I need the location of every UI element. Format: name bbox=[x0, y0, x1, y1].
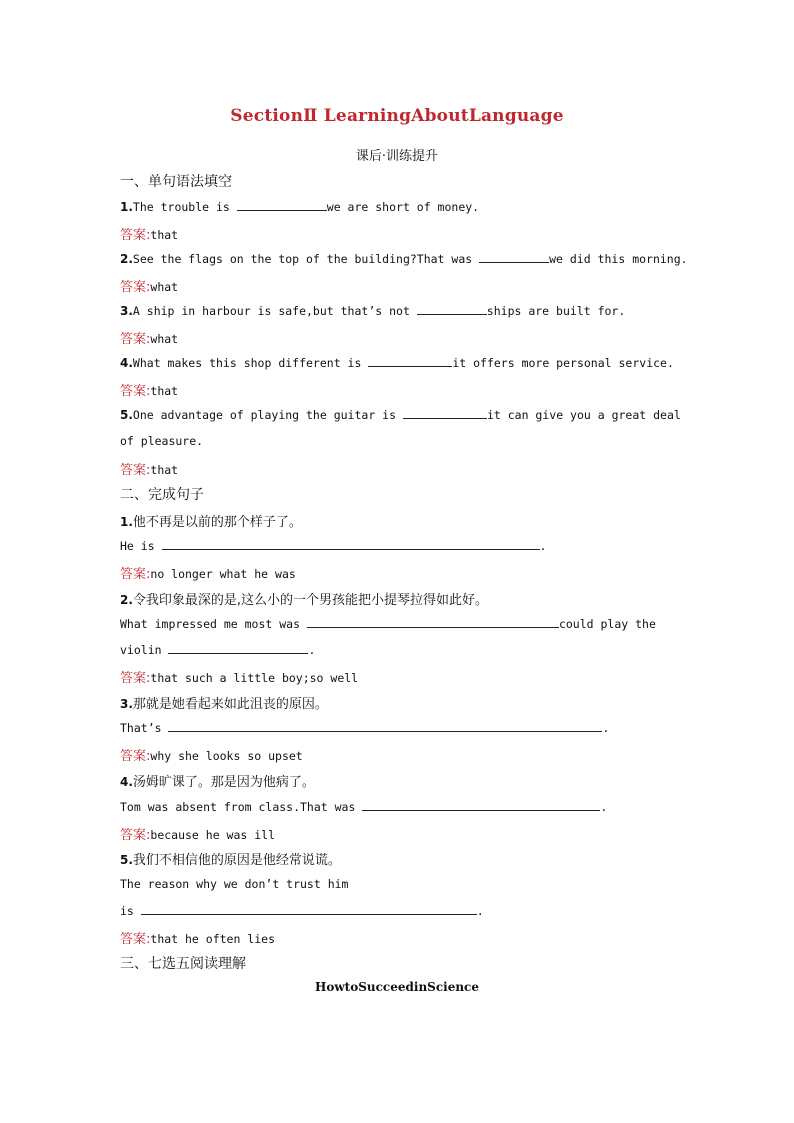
section-heading-1: 一、单句语法填空 bbox=[120, 174, 232, 190]
answer-1-2 bbox=[120, 276, 178, 296]
answer-text: that bbox=[150, 463, 179, 477]
answer-text: what bbox=[150, 332, 179, 346]
answer-2-5 bbox=[120, 928, 275, 948]
question-text: What makes this shop different is bbox=[132, 356, 369, 370]
question-text: is bbox=[120, 904, 141, 918]
question-2-3 bbox=[120, 720, 609, 735]
prompt-text: 他不再是以前的那个样子了。 bbox=[132, 515, 302, 530]
answer-blank bbox=[162, 538, 540, 550]
prompt-2-3 bbox=[120, 693, 328, 712]
question-text: violin bbox=[120, 643, 169, 657]
prompt-2-2 bbox=[120, 589, 488, 608]
question-text: it offers more personal service. bbox=[452, 356, 674, 370]
answer-label: 答案: bbox=[120, 749, 151, 764]
question-2-2-continued bbox=[120, 642, 315, 657]
section-heading-3: 三、七选五阅读理解 bbox=[120, 956, 246, 972]
question-text: . bbox=[308, 643, 316, 657]
question-text: we are short of money. bbox=[326, 200, 480, 214]
question-number: 4. bbox=[120, 356, 133, 370]
question-number: 1. bbox=[120, 200, 133, 214]
prompt-text: 汤姆旷课了。那是因为他病了。 bbox=[132, 775, 315, 790]
answer-text: why she looks so upset bbox=[150, 749, 303, 763]
answer-label: 答案: bbox=[120, 932, 151, 947]
question-2-4 bbox=[120, 799, 607, 814]
question-2-2 bbox=[120, 616, 656, 631]
answer-text: that he often lies bbox=[150, 932, 276, 946]
question-text: . bbox=[602, 721, 610, 735]
question-text: . bbox=[539, 539, 547, 553]
question-1-4 bbox=[120, 355, 674, 370]
question-number: 5. bbox=[120, 853, 133, 867]
answer-blank bbox=[168, 720, 602, 732]
answer-1-1 bbox=[120, 224, 178, 244]
question-number: 4. bbox=[120, 775, 133, 789]
question-1-1 bbox=[120, 199, 479, 214]
question-1-5 bbox=[120, 407, 681, 422]
question-text: One advantage of playing the guitar is bbox=[132, 408, 403, 422]
answer-blank bbox=[403, 407, 487, 419]
question-text: The reason why we don’t trust him bbox=[120, 877, 349, 891]
question-2-5-continued bbox=[120, 903, 484, 918]
answer-2-1 bbox=[120, 563, 296, 583]
answer-label: 答案: bbox=[120, 280, 151, 295]
answer-label: 答案: bbox=[120, 463, 151, 478]
question-text: it can give you a great deal bbox=[486, 408, 681, 422]
question-number: 1. bbox=[120, 515, 133, 529]
answer-text: that bbox=[150, 384, 179, 398]
answer-2-3 bbox=[120, 745, 303, 765]
question-1-2 bbox=[120, 251, 688, 266]
answer-text: no longer what he was bbox=[150, 567, 296, 581]
question-text: could play the bbox=[558, 617, 656, 631]
question-text: . bbox=[476, 904, 484, 918]
question-text: See the flags on the top of the building?That was bbox=[132, 252, 480, 266]
answer-label: 答案: bbox=[120, 828, 151, 843]
prompt-2-1 bbox=[120, 511, 302, 530]
question-text: A ship in harbour is safe,but that’s not bbox=[132, 304, 417, 318]
prompt-text: 令我印象最深的是,这么小的一个男孩能把小提琴拉得如此好。 bbox=[132, 593, 489, 608]
prompt-2-5 bbox=[120, 849, 341, 868]
question-1-3 bbox=[120, 303, 625, 318]
answer-blank bbox=[168, 642, 308, 654]
answer-text: that such a little boy;so well bbox=[150, 671, 359, 685]
question-number: 5. bbox=[120, 408, 133, 422]
answer-blank bbox=[362, 799, 600, 811]
answer-1-5 bbox=[120, 459, 178, 479]
article-title: HowtoSucceedinScience bbox=[315, 980, 479, 994]
question-text: Tom was absent from class.That was bbox=[120, 800, 363, 814]
answer-1-4 bbox=[120, 380, 178, 400]
answer-label: 答案: bbox=[120, 384, 151, 399]
prompt-2-4 bbox=[120, 771, 315, 790]
question-text: The trouble is bbox=[132, 200, 237, 214]
question-number: 3. bbox=[120, 304, 133, 318]
answer-text: what bbox=[150, 280, 179, 294]
answer-label: 答案: bbox=[120, 228, 151, 243]
answer-text: that bbox=[150, 228, 179, 242]
question-text: we did this morning. bbox=[549, 252, 688, 266]
answer-label: 答案: bbox=[120, 567, 151, 582]
answer-blank bbox=[368, 355, 452, 367]
prompt-text: 那就是她看起来如此沮丧的原因。 bbox=[132, 697, 328, 712]
question-number: 2. bbox=[120, 593, 133, 607]
answer-blank bbox=[237, 199, 327, 211]
question-number: 3. bbox=[120, 697, 133, 711]
answer-text: because he was ill bbox=[150, 828, 276, 842]
answer-blank bbox=[417, 303, 487, 315]
answer-1-3 bbox=[120, 328, 178, 348]
question-text: ships are built for. bbox=[486, 304, 626, 318]
answer-label: 答案: bbox=[120, 332, 151, 347]
question-2-1 bbox=[120, 538, 546, 553]
section-heading-2: 二、完成句子 bbox=[120, 487, 204, 503]
answer-2-4 bbox=[120, 824, 275, 844]
question-text: . bbox=[600, 800, 608, 814]
question-text: He is bbox=[120, 539, 162, 553]
question-text: That’s bbox=[120, 721, 169, 735]
page-subtitle: 课后·训练提升 bbox=[355, 149, 439, 164]
answer-blank bbox=[479, 251, 549, 263]
answer-2-2 bbox=[120, 667, 358, 687]
answer-blank bbox=[307, 616, 559, 628]
prompt-text: 我们不相信他的原因是他经常说谎。 bbox=[132, 853, 341, 868]
question-1-5-continued: of pleasure. bbox=[120, 434, 204, 448]
answer-blank bbox=[141, 903, 477, 915]
answer-label: 答案: bbox=[120, 671, 151, 686]
question-text: What impressed me most was bbox=[120, 617, 307, 631]
page-title: SectionⅡ LearningAboutLanguage bbox=[230, 106, 564, 126]
question-number: 2. bbox=[120, 252, 133, 266]
question-2-5 bbox=[120, 877, 348, 891]
